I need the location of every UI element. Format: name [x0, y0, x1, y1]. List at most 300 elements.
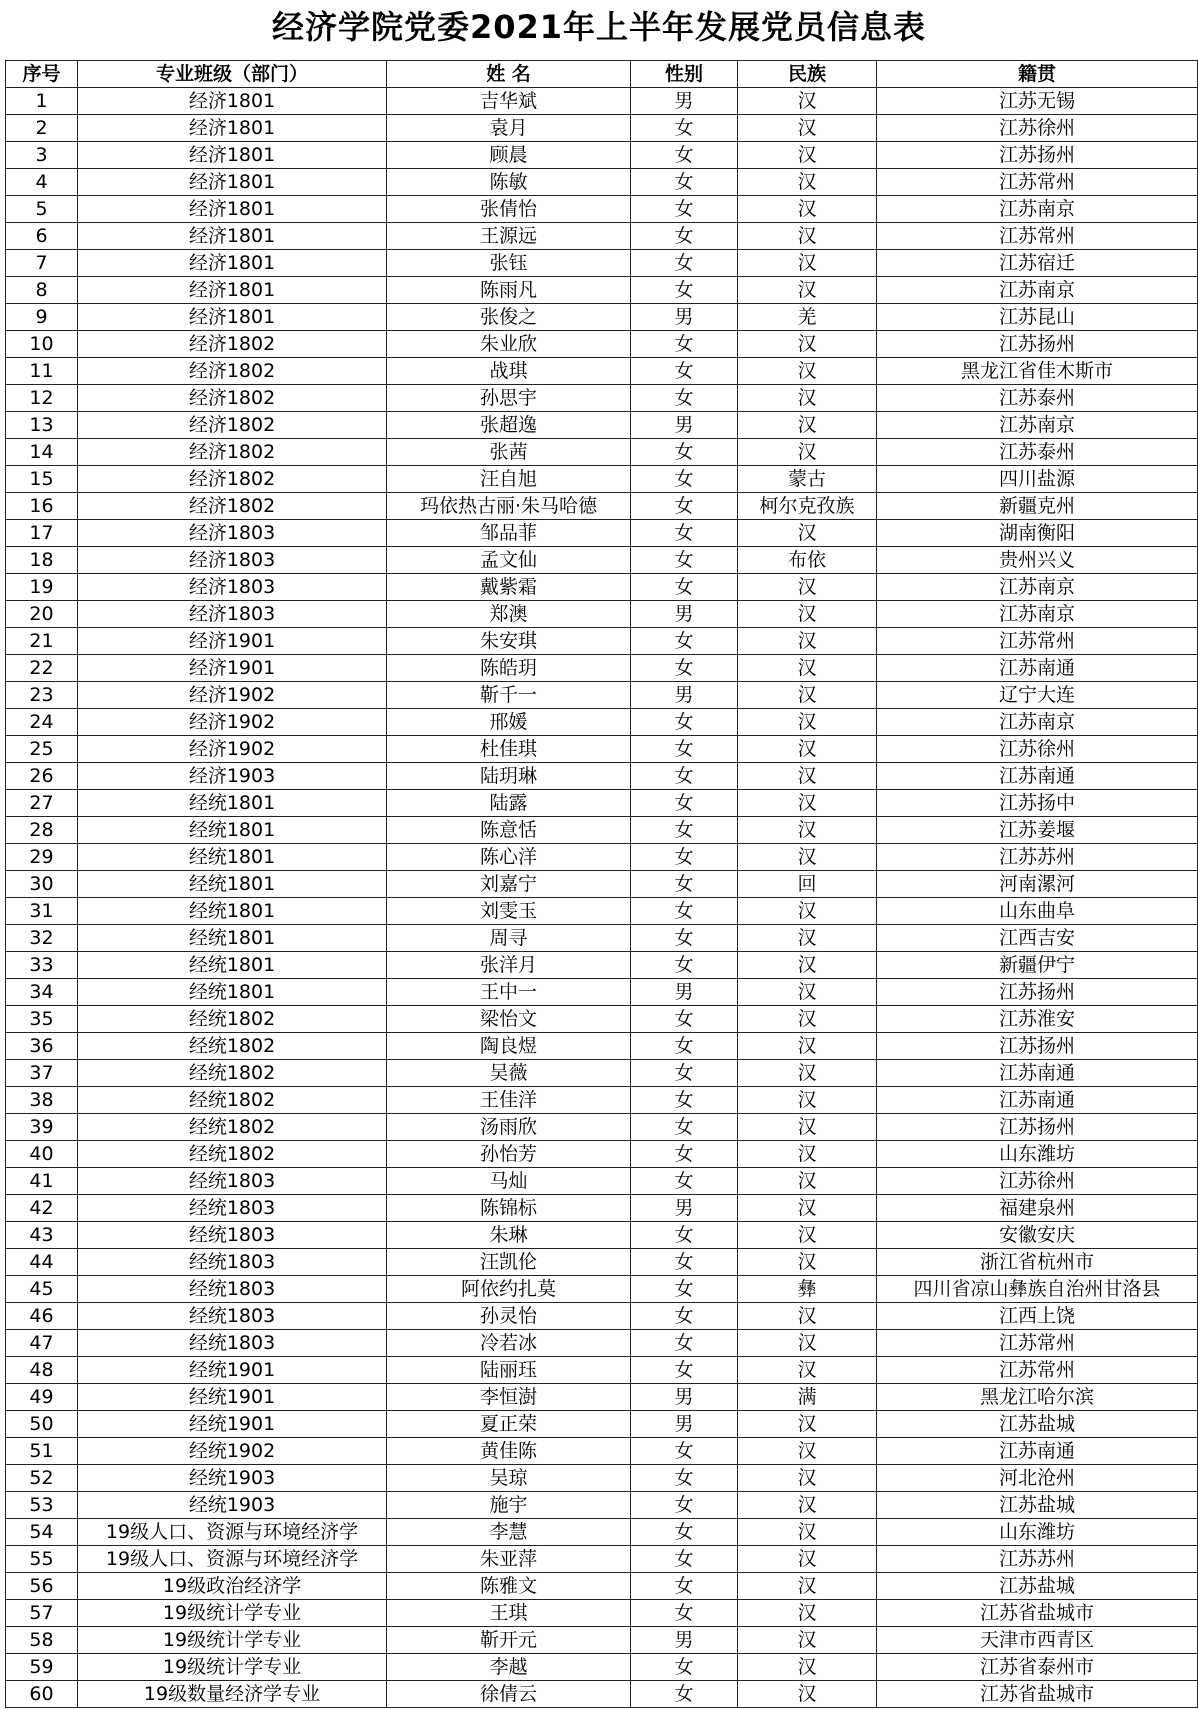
cell-name: 张钰: [387, 250, 631, 277]
cell-ethnicity: 汉: [738, 844, 877, 871]
cell-name: 张倩怡: [387, 196, 631, 223]
cell-name: 孙思宇: [387, 385, 631, 412]
cell-name: 陈敏: [387, 169, 631, 196]
cell-class: 经统1903: [78, 1492, 387, 1519]
table-row: [6, 1303, 1198, 1330]
cell-ethnicity: 汉: [738, 169, 877, 196]
cell-index: 45: [6, 1276, 78, 1303]
table-row: [6, 115, 1198, 142]
cell-index: 5: [6, 196, 78, 223]
cell-hometown: 江苏盐城: [877, 1573, 1198, 1600]
cell-class: 经济1902: [78, 736, 387, 763]
cell-ethnicity: 彝: [738, 1276, 877, 1303]
cell-index: 14: [6, 439, 78, 466]
cell-class: 经统1902: [78, 1438, 387, 1465]
cell-gender: 女: [631, 1330, 738, 1357]
cell-class: 经济1801: [78, 115, 387, 142]
cell-ethnicity: 汉: [738, 925, 877, 952]
cell-ethnicity: 汉: [738, 655, 877, 682]
cell-hometown: 江苏南通: [877, 1087, 1198, 1114]
cell-class: 经统1901: [78, 1411, 387, 1438]
table-row: [6, 628, 1198, 655]
cell-gender: 女: [631, 331, 738, 358]
cell-index: 54: [6, 1519, 78, 1546]
cell-name: 汪自旭: [387, 466, 631, 493]
cell-class: 19级人口、资源与环境经济学: [78, 1519, 387, 1546]
cell-ethnicity: 蒙古: [738, 466, 877, 493]
cell-hometown: 江苏南京: [877, 277, 1198, 304]
table-row: [6, 277, 1198, 304]
cell-class: 19级统计学专业: [78, 1654, 387, 1681]
cell-class: 经济1801: [78, 169, 387, 196]
cell-hometown: 江苏常州: [877, 1330, 1198, 1357]
cell-hometown: 江苏南京: [877, 412, 1198, 439]
cell-gender: 女: [631, 547, 738, 574]
cell-name: 张俊之: [387, 304, 631, 331]
cell-index: 41: [6, 1168, 78, 1195]
cell-index: 31: [6, 898, 78, 925]
cell-index: 52: [6, 1465, 78, 1492]
cell-ethnicity: 汉: [738, 817, 877, 844]
table-row: [6, 439, 1198, 466]
cell-name: 袁月: [387, 115, 631, 142]
table-row: [6, 1141, 1198, 1168]
cell-gender: 男: [631, 1195, 738, 1222]
cell-hometown: 江苏常州: [877, 628, 1198, 655]
cell-name: 刘嘉宁: [387, 871, 631, 898]
cell-class: 经统1803: [78, 1195, 387, 1222]
cell-gender: 女: [631, 142, 738, 169]
cell-index: 35: [6, 1006, 78, 1033]
cell-class: 经统1803: [78, 1303, 387, 1330]
cell-name: 吴琼: [387, 1465, 631, 1492]
cell-ethnicity: 汉: [738, 1168, 877, 1195]
cell-ethnicity: 汉: [738, 790, 877, 817]
cell-name: 戴紫霜: [387, 574, 631, 601]
cell-index: 6: [6, 223, 78, 250]
cell-name: 朱琳: [387, 1222, 631, 1249]
cell-index: 23: [6, 682, 78, 709]
table-row: [6, 817, 1198, 844]
table-row: [6, 142, 1198, 169]
cell-class: 19级人口、资源与环境经济学: [78, 1546, 387, 1573]
cell-hometown: 河南漯河: [877, 871, 1198, 898]
table-row: [6, 1168, 1198, 1195]
cell-name: 汪凯伦: [387, 1249, 631, 1276]
table-row: [6, 1060, 1198, 1087]
cell-ethnicity: 汉: [738, 1492, 877, 1519]
cell-name: 玛依热古丽·朱马哈德: [387, 493, 631, 520]
cell-name: 徐倩云: [387, 1681, 631, 1708]
cell-hometown: 四川盐源: [877, 466, 1198, 493]
cell-gender: 女: [631, 736, 738, 763]
cell-index: 9: [6, 304, 78, 331]
cell-name: 邢媛: [387, 709, 631, 736]
table-row: [6, 1546, 1198, 1573]
cell-gender: 女: [631, 1006, 738, 1033]
cell-ethnicity: 汉: [738, 1330, 877, 1357]
cell-ethnicity: 布依: [738, 547, 877, 574]
cell-class: 经济1803: [78, 601, 387, 628]
cell-hometown: 安徽安庆: [877, 1222, 1198, 1249]
cell-index: 44: [6, 1249, 78, 1276]
cell-class: 经济1803: [78, 520, 387, 547]
cell-name: 朱安琪: [387, 628, 631, 655]
table-row: [6, 1519, 1198, 1546]
cell-name: 张超逸: [387, 412, 631, 439]
cell-gender: 女: [631, 358, 738, 385]
cell-class: 经统1801: [78, 898, 387, 925]
table-row: [6, 1222, 1198, 1249]
cell-hometown: 黑龙江哈尔滨: [877, 1384, 1198, 1411]
cell-gender: 女: [631, 1276, 738, 1303]
cell-name: 陆露: [387, 790, 631, 817]
cell-name: 杜佳琪: [387, 736, 631, 763]
cell-ethnicity: 汉: [738, 736, 877, 763]
cell-class: 经统1901: [78, 1357, 387, 1384]
cell-class: 经统1802: [78, 1033, 387, 1060]
cell-class: 19级统计学专业: [78, 1600, 387, 1627]
cell-ethnicity: 汉: [738, 115, 877, 142]
cell-class: 经统1802: [78, 1141, 387, 1168]
cell-class: 经济1902: [78, 709, 387, 736]
cell-class: 经济1801: [78, 304, 387, 331]
cell-index: 11: [6, 358, 78, 385]
cell-gender: 女: [631, 925, 738, 952]
cell-ethnicity: 汉: [738, 277, 877, 304]
cell-index: 16: [6, 493, 78, 520]
cell-gender: 女: [631, 169, 738, 196]
table-row: [6, 925, 1198, 952]
cell-ethnicity: 汉: [738, 88, 877, 115]
cell-hometown: 江苏南京: [877, 196, 1198, 223]
cell-index: 30: [6, 871, 78, 898]
table-row: [6, 196, 1198, 223]
table-row: [6, 1384, 1198, 1411]
cell-index: 4: [6, 169, 78, 196]
cell-gender: 女: [631, 385, 738, 412]
cell-hometown: 江西吉安: [877, 925, 1198, 952]
cell-class: 经济1801: [78, 196, 387, 223]
cell-index: 26: [6, 763, 78, 790]
cell-ethnicity: 汉: [738, 574, 877, 601]
cell-gender: 女: [631, 493, 738, 520]
cell-gender: 女: [631, 844, 738, 871]
cell-name: 朱亚萍: [387, 1546, 631, 1573]
cell-ethnicity: 汉: [738, 1438, 877, 1465]
cell-class: 经统1801: [78, 817, 387, 844]
cell-name: 陈皓玥: [387, 655, 631, 682]
cell-hometown: 江苏南京: [877, 574, 1198, 601]
cell-ethnicity: 汉: [738, 223, 877, 250]
cell-gender: 女: [631, 655, 738, 682]
cell-index: 32: [6, 925, 78, 952]
cell-name: 孙灵怡: [387, 1303, 631, 1330]
cell-ethnicity: 汉: [738, 682, 877, 709]
cell-ethnicity: 汉: [738, 979, 877, 1006]
cell-name: 李慧: [387, 1519, 631, 1546]
cell-gender: 女: [631, 1114, 738, 1141]
cell-hometown: 江苏南通: [877, 1060, 1198, 1087]
cell-gender: 女: [631, 520, 738, 547]
cell-ethnicity: 柯尔克孜族: [738, 493, 877, 520]
cell-index: 57: [6, 1600, 78, 1627]
table-row: [6, 1330, 1198, 1357]
cell-class: 经济1903: [78, 763, 387, 790]
cell-ethnicity: 汉: [738, 898, 877, 925]
cell-ethnicity: 汉: [738, 196, 877, 223]
table-row: [6, 223, 1198, 250]
cell-hometown: 江苏徐州: [877, 1168, 1198, 1195]
cell-ethnicity: 汉: [738, 763, 877, 790]
cell-name: 靳千一: [387, 682, 631, 709]
cell-class: 经统1801: [78, 871, 387, 898]
cell-gender: 男: [631, 1384, 738, 1411]
cell-gender: 女: [631, 223, 738, 250]
table-row: [6, 709, 1198, 736]
cell-gender: 女: [631, 790, 738, 817]
cell-index: 38: [6, 1087, 78, 1114]
cell-class: 经济1801: [78, 250, 387, 277]
cell-class: 经济1803: [78, 547, 387, 574]
cell-hometown: 江苏盐城: [877, 1492, 1198, 1519]
cell-hometown: 浙江省杭州市: [877, 1249, 1198, 1276]
table-row: [6, 1249, 1198, 1276]
cell-name: 黄佳陈: [387, 1438, 631, 1465]
cell-gender: 女: [631, 898, 738, 925]
cell-ethnicity: 回: [738, 871, 877, 898]
cell-hometown: 江苏泰州: [877, 385, 1198, 412]
cell-gender: 女: [631, 1519, 738, 1546]
cell-index: 42: [6, 1195, 78, 1222]
cell-ethnicity: 汉: [738, 412, 877, 439]
table-row: [6, 682, 1198, 709]
cell-ethnicity: 汉: [738, 1357, 877, 1384]
cell-name: 顾晨: [387, 142, 631, 169]
cell-class: 经统1803: [78, 1330, 387, 1357]
cell-index: 25: [6, 736, 78, 763]
cell-gender: 女: [631, 1141, 738, 1168]
cell-index: 1: [6, 88, 78, 115]
cell-hometown: 江苏南通: [877, 763, 1198, 790]
cell-gender: 女: [631, 115, 738, 142]
table-row: [6, 1600, 1198, 1627]
header-ethnicity: 民族: [738, 61, 877, 88]
cell-ethnicity: 汉: [738, 1060, 877, 1087]
cell-gender: 女: [631, 574, 738, 601]
cell-hometown: 江苏省盐城市: [877, 1681, 1198, 1708]
table-row: [6, 574, 1198, 601]
member-info-table: [5, 60, 1198, 1708]
cell-name: 陈锦标: [387, 1195, 631, 1222]
cell-ethnicity: 汉: [738, 1681, 877, 1708]
cell-hometown: 江苏淮安: [877, 1006, 1198, 1033]
cell-index: 24: [6, 709, 78, 736]
cell-class: 经统1803: [78, 1276, 387, 1303]
cell-ethnicity: 汉: [738, 1465, 877, 1492]
table-row: [6, 1195, 1198, 1222]
cell-hometown: 江苏泰州: [877, 439, 1198, 466]
cell-hometown: 江苏徐州: [877, 115, 1198, 142]
cell-name: 马灿: [387, 1168, 631, 1195]
cell-name: 张洋月: [387, 952, 631, 979]
table-row: [6, 1411, 1198, 1438]
cell-hometown: 江苏常州: [877, 1357, 1198, 1384]
table-body: [6, 88, 1198, 1708]
cell-name: 陈雨凡: [387, 277, 631, 304]
cell-name: 王佳洋: [387, 1087, 631, 1114]
cell-index: 19: [6, 574, 78, 601]
cell-hometown: 贵州兴义: [877, 547, 1198, 574]
cell-ethnicity: 汉: [738, 601, 877, 628]
cell-gender: 男: [631, 979, 738, 1006]
cell-index: 53: [6, 1492, 78, 1519]
cell-name: 冷若冰: [387, 1330, 631, 1357]
cell-ethnicity: 汉: [738, 1249, 877, 1276]
cell-class: 经济1803: [78, 574, 387, 601]
table-row: [6, 655, 1198, 682]
cell-gender: 女: [631, 1060, 738, 1087]
cell-index: 8: [6, 277, 78, 304]
cell-hometown: 江苏南京: [877, 709, 1198, 736]
cell-ethnicity: 汉: [738, 1600, 877, 1627]
cell-gender: 男: [631, 88, 738, 115]
cell-hometown: 江苏常州: [877, 169, 1198, 196]
cell-index: 27: [6, 790, 78, 817]
cell-hometown: 江苏苏州: [877, 1546, 1198, 1573]
cell-name: 梁怡文: [387, 1006, 631, 1033]
cell-gender: 女: [631, 628, 738, 655]
cell-index: 46: [6, 1303, 78, 1330]
cell-class: 经济1802: [78, 358, 387, 385]
cell-gender: 女: [631, 1654, 738, 1681]
cell-class: 经济1802: [78, 412, 387, 439]
cell-class: 经济1801: [78, 223, 387, 250]
cell-index: 48: [6, 1357, 78, 1384]
table-row: [6, 250, 1198, 277]
cell-hometown: 江苏扬州: [877, 331, 1198, 358]
cell-ethnicity: 汉: [738, 1519, 877, 1546]
cell-class: 经统1801: [78, 925, 387, 952]
cell-hometown: 江西上饶: [877, 1303, 1198, 1330]
cell-index: 18: [6, 547, 78, 574]
cell-hometown: 江苏南京: [877, 601, 1198, 628]
cell-index: 7: [6, 250, 78, 277]
cell-ethnicity: 汉: [738, 358, 877, 385]
cell-name: 孟文仙: [387, 547, 631, 574]
cell-hometown: 江苏常州: [877, 223, 1198, 250]
cell-gender: 女: [631, 466, 738, 493]
cell-hometown: 江苏徐州: [877, 736, 1198, 763]
cell-name: 周寻: [387, 925, 631, 952]
table-row: [6, 1681, 1198, 1708]
cell-class: 19级政治经济学: [78, 1573, 387, 1600]
cell-class: 经济1801: [78, 277, 387, 304]
cell-name: 朱业欣: [387, 331, 631, 358]
cell-hometown: 江苏盐城: [877, 1411, 1198, 1438]
cell-hometown: 福建泉州: [877, 1195, 1198, 1222]
table-row: [6, 1033, 1198, 1060]
cell-index: 43: [6, 1222, 78, 1249]
cell-hometown: 山东潍坊: [877, 1141, 1198, 1168]
cell-name: 战琪: [387, 358, 631, 385]
table-row: [6, 790, 1198, 817]
table-row: [6, 169, 1198, 196]
cell-class: 经济1902: [78, 682, 387, 709]
cell-class: 经济1802: [78, 331, 387, 358]
cell-index: 58: [6, 1627, 78, 1654]
cell-hometown: 山东曲阜: [877, 898, 1198, 925]
cell-gender: 女: [631, 817, 738, 844]
cell-name: 陆丽珏: [387, 1357, 631, 1384]
cell-gender: 女: [631, 1222, 738, 1249]
cell-hometown: 四川省凉山彝族自治州甘洛县: [877, 1276, 1198, 1303]
cell-gender: 女: [631, 1168, 738, 1195]
cell-class: 经统1803: [78, 1168, 387, 1195]
cell-name: 李越: [387, 1654, 631, 1681]
cell-name: 李恒澍: [387, 1384, 631, 1411]
table-row: [6, 844, 1198, 871]
table-row: [6, 1087, 1198, 1114]
table-row: [6, 1654, 1198, 1681]
cell-index: 13: [6, 412, 78, 439]
table-row: [6, 1573, 1198, 1600]
table-row: [6, 979, 1198, 1006]
cell-index: 20: [6, 601, 78, 628]
table-row: [6, 1627, 1198, 1654]
cell-gender: 男: [631, 601, 738, 628]
cell-index: 47: [6, 1330, 78, 1357]
cell-hometown: 江苏扬州: [877, 1114, 1198, 1141]
cell-name: 王琪: [387, 1600, 631, 1627]
cell-ethnicity: 汉: [738, 1546, 877, 1573]
cell-ethnicity: 汉: [738, 1573, 877, 1600]
cell-hometown: 江苏姜堰: [877, 817, 1198, 844]
cell-ethnicity: 汉: [738, 142, 877, 169]
cell-class: 经统1801: [78, 790, 387, 817]
table-row: [6, 952, 1198, 979]
cell-ethnicity: 汉: [738, 331, 877, 358]
cell-class: 经统1801: [78, 979, 387, 1006]
cell-gender: 男: [631, 412, 738, 439]
cell-hometown: 河北沧州: [877, 1465, 1198, 1492]
cell-ethnicity: 汉: [738, 439, 877, 466]
header-index: 序号: [6, 61, 78, 88]
cell-class: 经济1802: [78, 466, 387, 493]
table-row: [6, 736, 1198, 763]
table-row: [6, 871, 1198, 898]
cell-index: 36: [6, 1033, 78, 1060]
cell-hometown: 江苏省盐城市: [877, 1600, 1198, 1627]
cell-class: 经济1802: [78, 385, 387, 412]
table-row: [6, 412, 1198, 439]
cell-class: 19级数量经济学专业: [78, 1681, 387, 1708]
cell-name: 王中一: [387, 979, 631, 1006]
cell-index: 49: [6, 1384, 78, 1411]
table-row: [6, 898, 1198, 925]
table-row: [6, 520, 1198, 547]
cell-class: 经济1901: [78, 628, 387, 655]
cell-ethnicity: 汉: [738, 1141, 877, 1168]
table-row: [6, 763, 1198, 790]
cell-name: 孙怡芳: [387, 1141, 631, 1168]
cell-class: 经统1802: [78, 1087, 387, 1114]
cell-hometown: 江苏扬州: [877, 1033, 1198, 1060]
table-row: [6, 1276, 1198, 1303]
cell-name: 吉华斌: [387, 88, 631, 115]
table-row: [6, 1006, 1198, 1033]
cell-ethnicity: 汉: [738, 628, 877, 655]
